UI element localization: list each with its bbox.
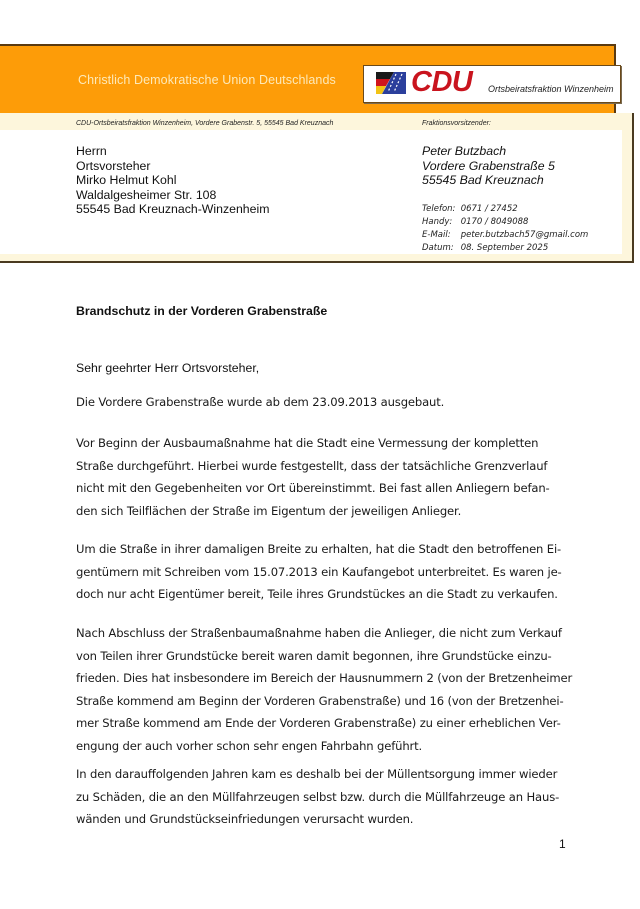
logo-subtitle: Ortsbeiratsfraktion Winzenheim (488, 84, 614, 94)
text-line: zu Schäden, die an den Müllfahrzeugen selbst bzw. durch die Müllfahrzeuge an Haus- (76, 789, 560, 804)
sender-line: Peter Butzbach (422, 144, 507, 158)
text-line: Straße durchgeführt. Hierbei wurde festgestellt, dass der tatsächliche Grenzverlauf (76, 458, 548, 473)
contact-phone (422, 203, 588, 216)
paragraph (76, 622, 596, 757)
party-name: Christlich Demokratische Union Deutschlands (78, 73, 336, 87)
recipient-line: 55545 Bad Kreuznach-Winzenheim (76, 202, 270, 216)
recipient-line: Mirko Helmut Kohl (76, 173, 177, 187)
text-line: nicht mit den Gegebenheiten vor Ort übereinstimmt. Bei fast allen Anliegern befan- (76, 481, 550, 495)
logo-wordmark: CDU (411, 66, 473, 98)
recipient-address (76, 144, 269, 217)
contact-label: Handy: (422, 217, 453, 227)
text-line: Die Vordere Grabenstraße wurde ab dem 23.09.2013 ausgebaut. (76, 395, 445, 409)
paragraph (76, 391, 596, 414)
page-number: 1 (559, 837, 566, 851)
contact-email (422, 229, 588, 242)
text-line: In den darauffolgenden Jahren kam es deshalb bei der Müllentsorgung immer wieder (76, 767, 558, 781)
chair-label: Fraktionsvorsitzender: (422, 120, 491, 127)
text-line: mer Straße kommend am Ende der Vorderen Grabenstraße) zu einer erheblichen Ver- (76, 716, 561, 730)
contact-date (422, 242, 588, 255)
sender-address (422, 144, 555, 188)
contact-label: E-Mail: (422, 230, 451, 240)
text-line: frieden. Dies hat insbesondere im Bereich der Hausnummern 2 (von der Bretzenheimer (76, 671, 573, 685)
paragraph (76, 432, 596, 522)
text-line: engung der auch vorher schon sehr engen Fahrbahn geführt. (76, 738, 423, 753)
text-line: doch nur acht Eigentümer bereit, Teile ihres Grundstückes an die Stadt zu verkaufen. (76, 587, 558, 601)
text-line: Vor Beginn der Ausbaumaßnahme hat die Stadt eine Vermessung der kompletten (76, 436, 539, 450)
text-line: von Teilen ihrer Grundstücke bereit waren damit begonnen, ihre Grundstücke einzu- (76, 648, 552, 663)
sender-line: Vordere Grabenstraße 5 (422, 158, 555, 173)
contact-label: Datum: (422, 243, 454, 253)
paragraph (76, 763, 596, 831)
text-line: Straße kommend am Beginn der Vorderen Grabenstraße) und 16 (von der Bretzenhei- (76, 693, 564, 708)
contact-value: 0170 / 8049088 (460, 217, 529, 227)
recipient-line: Herrn (76, 144, 107, 158)
cdu-logo (363, 65, 621, 103)
contact-label: Telefon: (422, 204, 456, 214)
contact-mobile (422, 216, 588, 229)
return-address-line: CDU-Ortsbeiratsfraktion Winzenheim, Vordere Grabenstr. 5, 55545 Bad Kreuznach (76, 120, 334, 127)
recipient-line: Waldalgesheimer Str. 108 (76, 187, 217, 202)
contact-value: 08. September 2025 (460, 243, 549, 253)
contact-value[interactable]: peter.butzbach57@gmail.com (460, 230, 589, 240)
letter-salutation: Sehr geehrter Herr Ortsvorsteher, (76, 361, 260, 375)
text-line: gentümern mit Schreiben vom 15.07.2013 ein Kaufangebot unterbreitet. Es waren je- (76, 564, 562, 579)
letter-subject: Brandschutz in der Vorderen Grabenstraße (76, 304, 328, 318)
flag-icon (376, 72, 406, 94)
sender-line: 55545 Bad Kreuznach (422, 173, 544, 187)
contact-value: 0671 / 27452 (460, 204, 518, 214)
contact-details (422, 203, 588, 255)
text-line: Um die Straße in ihrer damaligen Breite zu erhalten, hat die Stadt den betroffenen Ei- (76, 542, 562, 556)
paragraph (76, 538, 596, 606)
text-line: Nach Abschluss der Straßenbaumaßnahme haben die Anlieger, die nicht zum Verkauf (76, 626, 562, 640)
recipient-line: Ortsvorsteher (76, 158, 151, 173)
text-line: wänden und Grundstückseinfriedungen verursacht wurden. (76, 812, 414, 826)
text-line: den sich Teilflächen der Straße im Eigentum der jeweiligen Anlieger. (76, 503, 462, 518)
